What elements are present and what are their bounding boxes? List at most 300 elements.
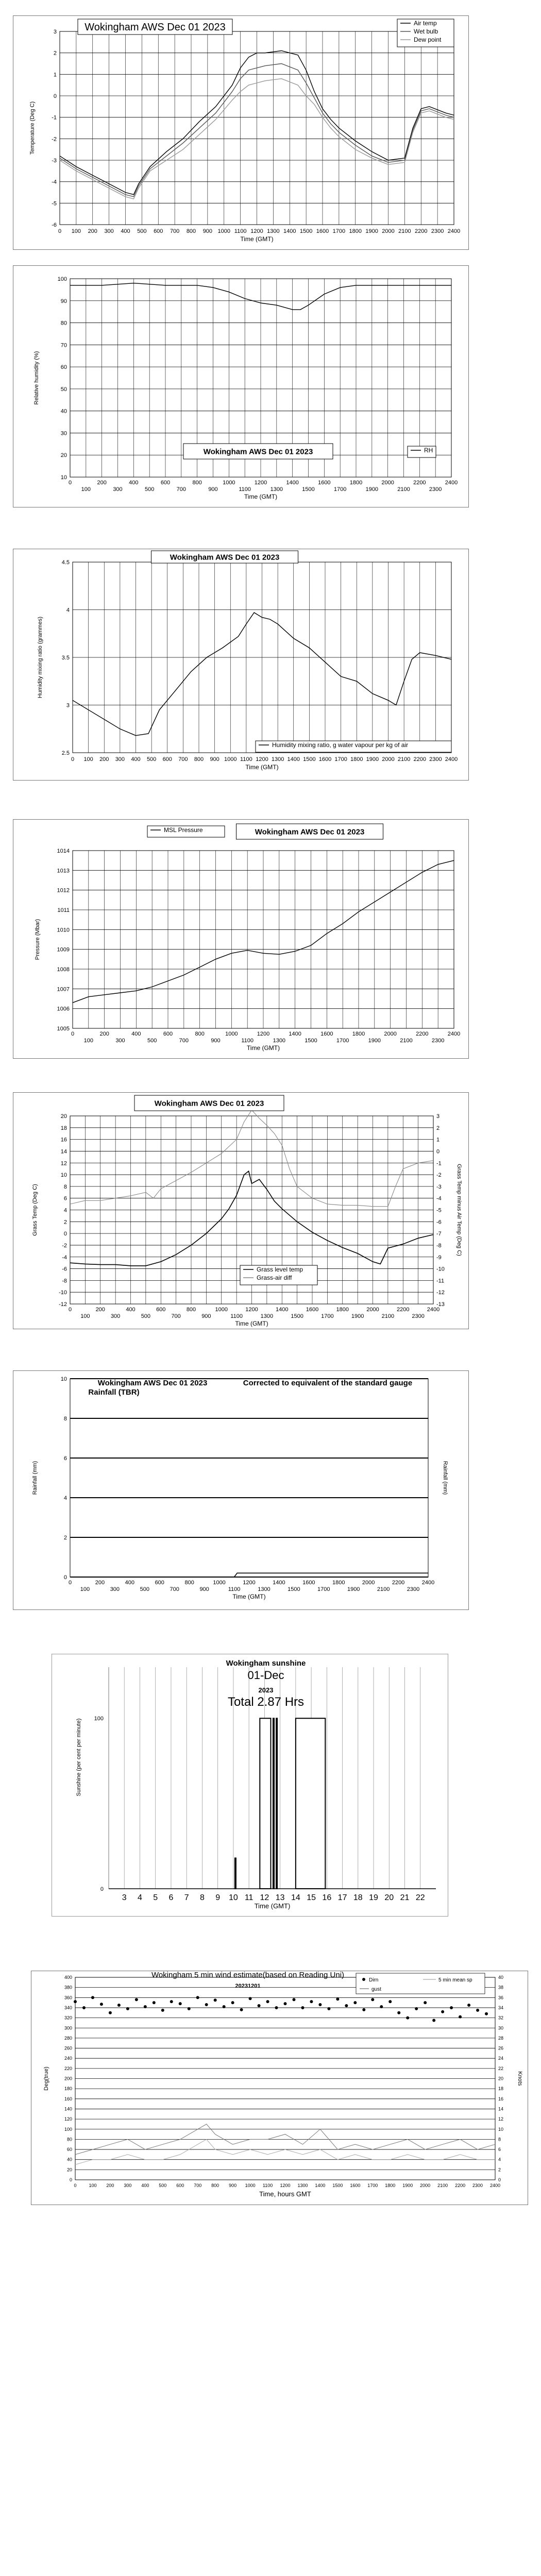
legend-label: MSL Pressure <box>164 826 203 834</box>
y-tick-label: 10 <box>60 1376 67 1382</box>
direction-point <box>135 1998 138 2001</box>
x-tick-label: 500 <box>140 1586 149 1592</box>
x-tick-label: 2300 <box>429 486 442 493</box>
y-axis-label-right: Grass Temp minus Air Temp (Deg C) <box>456 1164 462 1256</box>
x-tick-label: 1500 <box>302 486 315 493</box>
x-tick-label: 1000 <box>223 480 235 486</box>
mixing-ratio-chart <box>13 549 469 781</box>
y-tick-label: 30 <box>60 430 67 437</box>
x-tick-label: 2200 <box>416 1031 429 1037</box>
y-tick-label: 400 <box>64 1975 72 1980</box>
x-tick-label: 800 <box>195 1031 205 1037</box>
grass-temp-chart-panel <box>13 1092 469 1329</box>
y-tick-label: 1014 <box>57 848 70 854</box>
x-tick-label: 1500 <box>288 1586 300 1592</box>
x-tick-label: 300 <box>113 486 123 493</box>
y-tick-label: 140 <box>64 2106 72 2112</box>
x-tick-label: 2200 <box>392 1580 405 1586</box>
x-tick-label: 1800 <box>349 480 363 486</box>
y-tick-label: 1012 <box>57 887 70 894</box>
direction-point <box>161 2009 164 2012</box>
y-tick-label: 0 <box>53 93 57 99</box>
x-tick-label: 1600 <box>350 2183 361 2188</box>
x-tick-label: 2100 <box>437 2183 448 2188</box>
x-tick-label: 900 <box>229 2183 237 2188</box>
x-tick-label: 100 <box>80 1313 90 1319</box>
y-tick-label: 0 <box>100 1886 104 1892</box>
x-tick-label: 700 <box>179 1038 189 1044</box>
rainfall-chart <box>13 1371 469 1611</box>
y-tick-label: 2 <box>63 1535 67 1541</box>
x-tick-label: 1100 <box>239 486 251 493</box>
y-tick-label: 0 <box>63 1574 67 1581</box>
direction-point <box>153 2001 156 2004</box>
x-tick-label: 1600 <box>302 1580 315 1586</box>
y-tick-label-right: 0 <box>498 2177 501 2182</box>
x-tick-label: 1100 <box>228 1586 241 1592</box>
x-tick-label: 400 <box>131 756 141 762</box>
x-tick-label: 2100 <box>398 228 411 234</box>
direction-point <box>126 2007 129 2010</box>
y-tick-label: 12 <box>60 1160 67 1167</box>
y-tick-label-right: 40 <box>498 1975 504 1980</box>
x-tick-label: 900 <box>202 228 213 234</box>
x-tick-label: 1900 <box>347 1586 360 1592</box>
y-tick-label: -3 <box>52 158 57 164</box>
y-tick-label: 40 <box>66 2157 72 2162</box>
y-tick-label-right: 12 <box>498 2116 504 2122</box>
y-tick-label-right: 1 <box>436 1137 440 1143</box>
y-tick-label-right: 18 <box>498 2086 504 2092</box>
x-tick-label: 500 <box>159 2183 167 2188</box>
x-tick-label: 1100 <box>262 2183 273 2188</box>
x-tick-label: 1600 <box>306 1307 319 1313</box>
x-tick-label: 300 <box>110 1313 121 1319</box>
x-tick-label: 1000 <box>224 756 237 762</box>
x-tick-label: 2000 <box>381 480 394 486</box>
direction-point <box>258 2004 261 2007</box>
x-tick-label: 1000 <box>245 2183 256 2188</box>
x-tick-label: 2400 <box>421 1580 435 1586</box>
direction-point <box>362 2008 365 2011</box>
direction-point <box>100 2003 103 2006</box>
x-tick-label: 0 <box>68 480 72 486</box>
y-tick-label: -1 <box>52 114 57 121</box>
x-axis-label: Time (GMT) <box>235 1320 268 1327</box>
x-tick-label: 1500 <box>305 1038 317 1044</box>
direction-point <box>467 2004 470 2007</box>
x-tick-label: 0 <box>68 1580 72 1586</box>
x-tick-label: 1700 <box>321 1313 334 1319</box>
x-tick-label: 19 <box>369 1893 378 1902</box>
x-tick-label: 1400 <box>283 228 296 234</box>
x-tick-label: 100 <box>83 1038 94 1044</box>
y-axis-label: Deg(true) <box>43 2066 49 2091</box>
y-tick-label: 260 <box>64 2045 72 2051</box>
x-tick-label: 1900 <box>366 756 379 762</box>
chart-title: Wokingham AWS Dec 01 2023 <box>255 827 365 837</box>
y-tick-label-right: -6 <box>436 1219 442 1226</box>
x-tick-label: 800 <box>194 756 204 762</box>
x-tick-label: 2300 <box>472 2183 483 2188</box>
y-tick-label: 1013 <box>57 868 70 874</box>
x-tick-label: 1400 <box>315 2183 326 2188</box>
x-tick-label: 1800 <box>350 756 363 762</box>
x-tick-label: 2100 <box>397 486 410 493</box>
direction-point <box>109 2011 112 2014</box>
x-tick-label: 1000 <box>217 228 230 234</box>
y-tick-label-right: 4 <box>498 2157 501 2162</box>
y-tick-label-right: -13 <box>436 1301 445 1308</box>
y-axis-label: Rainfall (mm) <box>32 1461 38 1495</box>
x-tick-label: 800 <box>186 1307 196 1313</box>
y-axis-label-right: Rainfall (mm) <box>442 1461 448 1495</box>
x-tick-label: 2400 <box>447 1031 461 1037</box>
x-tick-label: 1600 <box>320 1031 333 1037</box>
x-axis-label: Time, hours GMT <box>259 2190 311 2198</box>
y-tick-label: 100 <box>57 276 67 282</box>
y-tick-label: 2.5 <box>61 750 70 756</box>
y-tick-label: 40 <box>60 408 67 415</box>
y-tick-label: 1007 <box>57 986 70 993</box>
y-tick-label: 340 <box>64 2005 72 2010</box>
y-axis-label: Sunshine (per cent per minute) <box>76 1718 82 1797</box>
chart-note: Corrected to equivalent of the standard gauge <box>243 1379 413 1387</box>
y-tick-label: 4 <box>63 1207 67 1214</box>
y-tick-label-right: 16 <box>498 2096 504 2102</box>
y-tick-label: 4 <box>63 1495 67 1501</box>
x-tick-label: 100 <box>89 2183 97 2188</box>
rainfall-chart-panel <box>13 1370 469 1610</box>
x-tick-label: 2200 <box>415 228 428 234</box>
pressure-chart <box>13 820 469 1059</box>
legend-label: Dirn <box>369 1977 379 1983</box>
y-tick-label: 200 <box>64 2076 72 2081</box>
direction-point <box>406 2016 409 2020</box>
y-tick-label: -6 <box>62 1266 67 1273</box>
x-tick-label: 2000 <box>366 1307 379 1313</box>
x-tick-label: 1800 <box>352 1031 365 1037</box>
chart-title: Wokingham 5 min wind estimate(based on Reading Uni) <box>151 1971 345 1979</box>
y-tick-label: 14 <box>60 1148 67 1155</box>
x-tick-label: 17 <box>337 1893 347 1902</box>
legend-label: Dew point <box>414 36 442 43</box>
x-axis-label: Time (GMT) <box>240 235 274 243</box>
x-tick-label: 1800 <box>332 1580 345 1586</box>
x-tick-label: 3 <box>122 1893 127 1902</box>
x-tick-label: 600 <box>155 1580 164 1586</box>
y-tick-label: 8 <box>63 1416 67 1422</box>
y-tick-label: 4 <box>66 607 70 614</box>
direction-point <box>284 2002 287 2005</box>
direction-point <box>432 2019 435 2022</box>
direction-point <box>345 2004 348 2007</box>
y-tick-label: 70 <box>60 342 67 349</box>
x-tick-label: 15 <box>307 1893 316 1902</box>
y-tick-label: 100 <box>94 1716 104 1722</box>
y-tick-label: 1010 <box>57 927 70 934</box>
x-tick-label: 1800 <box>349 228 362 234</box>
y-tick-label: 3 <box>53 29 57 35</box>
x-tick-label: 1200 <box>280 2183 291 2188</box>
x-tick-label: 6 <box>168 1893 174 1902</box>
wind-chart-panel <box>31 1971 528 2205</box>
x-tick-label: 700 <box>170 1586 179 1592</box>
x-tick-label: 300 <box>110 1586 120 1592</box>
y-tick-label: 60 <box>60 364 67 371</box>
y-tick-label: 4.5 <box>61 560 70 566</box>
y-tick-label: 20 <box>66 2167 72 2173</box>
x-tick-label: 100 <box>71 228 81 234</box>
humidity-chart-panel <box>13 265 469 507</box>
y-tick-label: 80 <box>60 320 67 327</box>
x-tick-label: 1900 <box>351 1313 364 1319</box>
y-axis-label: Relative humidity (%) <box>33 351 40 405</box>
x-tick-label: 400 <box>126 1307 136 1313</box>
y-tick-label-right: 28 <box>498 2035 504 2041</box>
y-tick-label-right: 2 <box>498 2167 501 2173</box>
x-tick-label: 700 <box>178 756 188 762</box>
x-tick-label: 2400 <box>427 1307 440 1313</box>
x-tick-label: 900 <box>201 1313 211 1319</box>
x-tick-label: 400 <box>129 480 139 486</box>
x-tick-label: 5 <box>153 1893 158 1902</box>
x-tick-label: 1500 <box>299 228 313 234</box>
y-tick-label-right: -2 <box>436 1172 442 1179</box>
direction-point <box>91 1996 94 1999</box>
y-tick-label: 1006 <box>57 1006 70 1012</box>
x-tick-label: 100 <box>83 756 93 762</box>
legend-label: gust <box>371 1987 381 1992</box>
x-tick-label: 2300 <box>412 1313 425 1319</box>
x-tick-label: 8 <box>199 1893 205 1902</box>
y-tick-label: -5 <box>52 200 57 207</box>
direction-point <box>240 2008 243 2011</box>
x-tick-label: 200 <box>106 2183 114 2188</box>
y-axis-label: Humidity mixing ratio (grammes) <box>37 616 43 699</box>
y-tick-label: 0 <box>63 1231 67 1238</box>
y-tick-label: 2 <box>63 1219 67 1226</box>
x-tick-label: 500 <box>144 486 155 493</box>
x-tick-label: 1300 <box>270 486 283 493</box>
legend-label: Grass level temp <box>257 1266 303 1273</box>
y-tick-label-right: 3 <box>436 1113 440 1120</box>
y-tick-label: 160 <box>64 2096 72 2102</box>
y-tick-label: 8 <box>63 1183 67 1190</box>
y-tick-label: -8 <box>62 1278 67 1284</box>
x-tick-label: 600 <box>163 1031 173 1037</box>
x-tick-label: 1400 <box>289 1031 301 1037</box>
direction-point <box>275 2006 278 2009</box>
x-tick-label: 7 <box>184 1893 189 1902</box>
y-tick-label: -2 <box>62 1242 67 1249</box>
x-tick-label: 900 <box>210 756 219 762</box>
x-axis-label: Time (GMT) <box>232 1593 266 1600</box>
y-tick-label: -4 <box>62 1254 67 1261</box>
y-tick-label: -10 <box>59 1290 67 1296</box>
x-tick-label: 1700 <box>334 756 347 762</box>
chart-title: Wokingham AWS Dec 01 2023 <box>170 553 280 562</box>
direction-point <box>459 2015 462 2019</box>
direction-point <box>170 2000 173 2003</box>
x-tick-label: 2300 <box>429 756 442 762</box>
x-tick-label: 1000 <box>215 1307 228 1313</box>
direction-point <box>301 2006 304 2009</box>
x-tick-label: 1300 <box>297 2183 308 2188</box>
direction-point <box>188 2007 191 2010</box>
x-tick-label: 1600 <box>318 756 332 762</box>
x-tick-label: 2200 <box>455 2183 466 2188</box>
sunshine-bar <box>273 1718 274 1889</box>
x-tick-label: 2300 <box>407 1586 420 1592</box>
legend-label: RH <box>424 447 433 454</box>
y-tick-label: 50 <box>60 386 67 393</box>
y-axis-label: Temperature (Deg C) <box>29 101 36 155</box>
x-tick-label: 600 <box>160 480 171 486</box>
direction-point <box>476 2009 479 2012</box>
y-tick-label: 0 <box>69 2177 72 2182</box>
chart-subtitle: Rainfall (TBR) <box>88 1388 140 1397</box>
x-tick-label: 1700 <box>317 1586 330 1592</box>
x-tick-label: 0 <box>71 756 75 762</box>
x-tick-label: 2300 <box>431 228 444 234</box>
chart-title: Wokingham AWS Dec 01 2023 <box>84 22 226 33</box>
x-tick-label: 1500 <box>291 1313 303 1319</box>
x-tick-label: 200 <box>99 1031 109 1037</box>
pressure-chart-panel <box>13 819 469 1059</box>
x-tick-label: 1100 <box>230 1313 243 1319</box>
x-tick-label: 1900 <box>402 2183 413 2188</box>
y-tick-label: -6 <box>52 222 57 228</box>
y-tick-label-right: -4 <box>436 1195 442 1202</box>
y-axis-label: Grass Temp (Deg C) <box>32 1184 38 1236</box>
x-tick-label: 1900 <box>365 228 378 234</box>
x-tick-label: 2200 <box>397 1307 410 1313</box>
x-tick-label: 22 <box>415 1893 425 1902</box>
direction-point <box>441 2010 444 2013</box>
wind-chart <box>31 1971 529 2206</box>
x-tick-label: 400 <box>141 2183 149 2188</box>
y-tick-label-right: -3 <box>436 1183 442 1190</box>
chart-year: 2023 <box>258 1686 274 1694</box>
y-tick-label: 6 <box>63 1455 67 1462</box>
x-tick-label: 0 <box>68 1307 72 1313</box>
y-tick-label: 10 <box>60 474 67 481</box>
y-tick-label-right: 2 <box>436 1125 440 1131</box>
chart-title: Wokingham sunshine <box>226 1659 306 1668</box>
direction-point <box>74 2000 77 2003</box>
x-tick-label: 1200 <box>257 1031 270 1037</box>
x-tick-label: 400 <box>131 1031 141 1037</box>
x-tick-label: 11 <box>244 1893 253 1902</box>
direction-point <box>318 2003 322 2006</box>
y-tick-label: 90 <box>60 298 67 304</box>
x-tick-label: 1400 <box>287 756 300 762</box>
y-tick-label: -2 <box>52 136 57 143</box>
direction-point <box>415 2007 418 2010</box>
x-tick-label: 2000 <box>420 2183 431 2188</box>
y-tick-label-right: 38 <box>498 1985 504 1990</box>
y-tick-label: 360 <box>64 1995 72 2001</box>
x-tick-label: 500 <box>146 756 157 762</box>
x-tick-label: 600 <box>176 2183 184 2188</box>
x-tick-label: 2400 <box>489 2183 501 2188</box>
x-tick-label: 1100 <box>240 756 252 762</box>
direction-point <box>327 2007 330 2010</box>
x-tick-label: 1100 <box>234 228 247 234</box>
x-tick-label: 700 <box>170 228 180 234</box>
x-tick-label: 1300 <box>260 1313 274 1319</box>
sunshine-chart-panel <box>52 1654 448 1917</box>
direction-point <box>214 1998 217 2002</box>
x-tick-label: 1300 <box>267 228 280 234</box>
y-tick-label: 1008 <box>57 967 70 973</box>
x-tick-label: 1600 <box>316 228 329 234</box>
y-tick-label: 300 <box>64 2025 72 2031</box>
x-tick-label: 2000 <box>382 756 395 762</box>
x-tick-label: 2200 <box>413 756 426 762</box>
x-tick-label: 12 <box>260 1893 269 1902</box>
y-tick-label-right: 30 <box>498 2025 504 2031</box>
y-axis-label: Pressure (Mbar) <box>35 919 41 960</box>
direction-point <box>266 2000 269 2003</box>
x-tick-label: 0 <box>71 1031 75 1037</box>
x-tick-label: 14 <box>291 1893 300 1902</box>
x-tick-label: 500 <box>141 1313 151 1319</box>
temperature-chart-panel <box>13 15 469 250</box>
x-tick-label: 1100 <box>241 1038 253 1044</box>
y-tick-label-right: 6 <box>498 2147 501 2153</box>
x-tick-label: 1900 <box>368 1038 381 1044</box>
y-tick-label-right: -7 <box>436 1231 442 1238</box>
y-tick-label: 380 <box>64 1985 72 1990</box>
x-tick-label: 200 <box>88 228 97 234</box>
y-tick-label: 100 <box>64 2126 72 2132</box>
x-tick-label: 1500 <box>332 2183 343 2188</box>
x-tick-label: 100 <box>81 486 91 493</box>
x-tick-label: 200 <box>97 480 107 486</box>
direction-point <box>388 2000 392 2003</box>
x-tick-label: 900 <box>208 486 218 493</box>
y-tick-label-right: 24 <box>498 2056 504 2061</box>
grass-temp-chart <box>13 1093 469 1330</box>
x-tick-label: 200 <box>95 1307 105 1313</box>
y-tick-label-right: -11 <box>436 1278 445 1284</box>
sunshine-chart <box>52 1654 449 1917</box>
x-tick-label: 1700 <box>367 2183 378 2188</box>
sunshine-bar <box>276 1718 277 1889</box>
x-tick-label: 9 <box>215 1893 221 1902</box>
y-tick-label: 20 <box>60 452 67 459</box>
x-tick-label: 18 <box>353 1893 363 1902</box>
x-tick-label: 300 <box>104 228 114 234</box>
x-tick-label: 2200 <box>413 480 426 486</box>
x-tick-label: 1300 <box>258 1586 270 1592</box>
legend-label: 5 min mean sp <box>438 1977 472 1983</box>
x-tick-label: 1500 <box>303 756 316 762</box>
x-tick-label: 2100 <box>377 1586 390 1592</box>
y-tick-label: 10 <box>60 1172 67 1179</box>
x-tick-label: 600 <box>154 228 163 234</box>
direction-point <box>231 2001 234 2004</box>
x-tick-label: 200 <box>99 756 109 762</box>
x-tick-label: 2300 <box>431 1038 445 1044</box>
x-tick-label: 800 <box>186 228 196 234</box>
y-tick-label: 240 <box>64 2056 72 2061</box>
x-tick-label: 800 <box>192 480 202 486</box>
x-tick-label: 2400 <box>445 480 458 486</box>
x-tick-label: 20 <box>384 1893 394 1902</box>
